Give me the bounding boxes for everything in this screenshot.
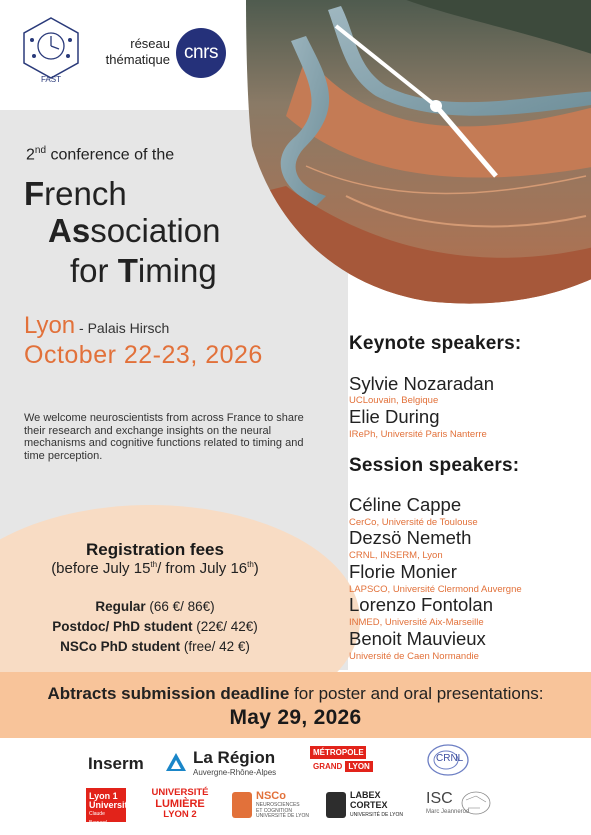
speaker-name: Sylvie Nozaradan: [349, 373, 494, 394]
lumiere-logo: [142, 788, 218, 822]
registration-subtitle: [0, 560, 310, 577]
fee-label: Postdoc/ PhD student: [52, 619, 193, 634]
region-triangle-icon: [165, 752, 187, 774]
ordinal-suffix: nd: [34, 145, 47, 156]
speaker-affiliation: INMED, Université Aix-Marseille: [349, 617, 484, 628]
speaker-affiliation: Université de Caen Normandie: [349, 651, 479, 662]
nsco-sub2: ET COGNITION: [256, 807, 293, 814]
nsco-logo: [232, 790, 312, 822]
reseau-line2: thématique: [105, 52, 170, 67]
crnl-logo: [424, 740, 472, 780]
labex-emblem-icon: [326, 792, 346, 818]
metropole-grand: GRAND: [313, 762, 343, 771]
speaker-name: Céline Cappe: [349, 494, 462, 515]
speaker-name: Elie During: [349, 406, 440, 427]
title-cap-as: As: [48, 212, 91, 249]
labex-line1: LABEX: [350, 790, 381, 800]
location: [24, 312, 169, 340]
isc-title: ISC: [426, 790, 453, 807]
labex-line2: CORTEX: [350, 800, 388, 810]
lumiere-line1: UNIVERSITÉ: [151, 787, 209, 798]
city: Lyon: [24, 312, 76, 339]
title-cap-f: F: [24, 175, 45, 212]
reg-sub-mid: / from July 16: [157, 560, 248, 577]
lumiere-line3: LYON 2: [163, 809, 197, 820]
speaker-name: Florie Monier: [349, 561, 457, 582]
title-rest-iming: iming: [137, 252, 217, 289]
conference-subtitle: [26, 145, 174, 164]
conference-dates: October 22-23, 2026: [24, 341, 263, 369]
title-cap-t: T: [117, 252, 138, 289]
fee-value: (66 €/ 86€): [145, 599, 215, 614]
title-line-association: [48, 210, 220, 252]
nsco-emblem-icon: [232, 792, 252, 818]
metropole-lyon: LYON: [345, 761, 373, 772]
speaker-affiliation: LAPSCO, Université Clermond Auvergne: [349, 584, 522, 595]
speaker-name: Lorenzo Fontolan: [349, 594, 493, 615]
fee-item: [0, 597, 310, 617]
abstract-deadline-date: May 29, 2026: [229, 706, 362, 729]
speaker-affiliation: UCLouvain, Belgique: [349, 395, 439, 406]
fee-item: [0, 617, 310, 637]
fast-logo: [20, 16, 82, 84]
labex-text: [350, 790, 403, 820]
title-rest-rench: rench: [44, 175, 127, 212]
fee-label: Regular: [95, 599, 146, 614]
lyon1-line1: Lyon 1: [89, 791, 118, 801]
reg-sub-post: ): [253, 560, 259, 577]
speaker-name: Dezsö Nemeth: [349, 527, 472, 548]
speaker-affiliation: CerCo, Université de Toulouse: [349, 517, 478, 528]
abstracts-bold: Abtracts submission deadline: [47, 684, 290, 703]
keynote-heading: Keynote speakers:: [349, 333, 522, 354]
title-rest-sociation: sociation: [90, 212, 221, 249]
inserm-logo: Inserm: [88, 754, 144, 773]
venue: - Palais Hirsch: [75, 320, 170, 336]
abstracts-line: [0, 684, 591, 704]
speaker-name: Benoit Mauvieux: [349, 628, 486, 649]
fee-label: NSCo PhD student: [60, 639, 181, 654]
nsco-title: NSCo: [256, 790, 286, 802]
metropole-logo: [310, 746, 370, 780]
session-heading: Session speakers:: [349, 455, 520, 476]
title-line-french: [24, 173, 127, 215]
isc-logo: [426, 790, 496, 822]
reg-sub-sup1: th: [150, 560, 158, 569]
region-title: La Région: [193, 748, 276, 767]
isc-subtitle: Marc Jeannerod: [426, 809, 470, 815]
fee-value: (22€/ 42€): [192, 619, 258, 634]
welcome-text: We welcome neuroscientists from across France to share their research and exchange insights on the neural mechanisms and cognitive functions related to timing and time perception.: [24, 412, 304, 462]
lyon1-logo: [86, 788, 133, 826]
cnrs-logo: cnrs: [176, 28, 226, 78]
conference-of: conference of the: [46, 146, 175, 164]
abstracts-rest: for poster and oral presentations:: [289, 684, 544, 703]
metropole-label: MÉTROPOLE: [310, 746, 366, 759]
speaker-affiliation: CRNL, INSERM, Lyon: [349, 550, 443, 561]
crnl-label: CRNL: [436, 753, 464, 764]
nsco-subtitle: [256, 803, 309, 820]
lumiere-line2: LUMIÈRE: [155, 798, 205, 810]
reg-sub-pre: (before July 15: [51, 560, 151, 577]
lyon1-line2: Université: [89, 800, 133, 810]
lyon1-line3: Claude Bernard: [89, 811, 107, 826]
registration-title: Registration fees: [86, 540, 224, 559]
title-line-timing: [70, 250, 217, 292]
fast-label: FAST: [40, 75, 62, 84]
ordinal: 2: [26, 146, 35, 164]
reg-sub-sup2: th: [247, 560, 254, 569]
labex-line3: UNIVERSITÉ DE LYON: [350, 812, 403, 818]
reseau-thematique-label: [96, 36, 170, 68]
nsco-sub1: NEUROSCIENCES: [256, 802, 300, 808]
labex-cortex-logo: [326, 790, 406, 822]
fee-item: [0, 637, 310, 657]
nsco-sub3: UNIVERSITÉ DE LYON: [256, 813, 309, 819]
fee-value: (free/ 42 €): [180, 639, 250, 654]
reseau-line1: réseau: [130, 36, 170, 51]
region-subtitle: Auvergne-Rhône-Alpes: [193, 768, 277, 777]
region-logo: [165, 748, 285, 780]
title-for: for: [70, 252, 118, 289]
isc-brain-network-icon: [460, 790, 492, 816]
lyon-clock-image: [246, 0, 591, 304]
speaker-affiliation: IRePh, Université Paris Nanterre: [349, 429, 487, 440]
fee-list: [0, 597, 310, 657]
